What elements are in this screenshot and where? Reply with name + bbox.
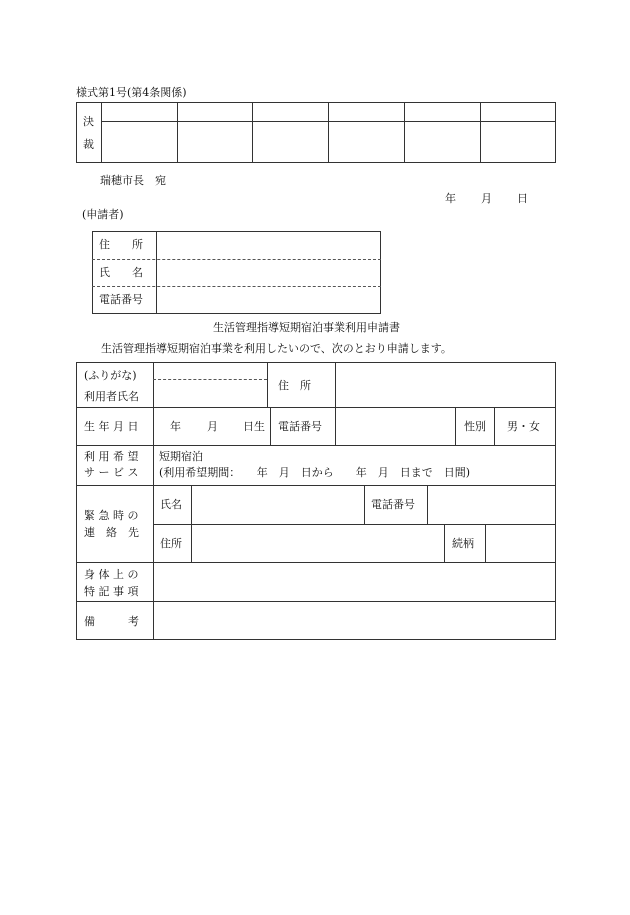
user-address-field[interactable]: [337, 364, 554, 405]
applicant-heading: (申請者): [82, 208, 124, 221]
physical-notes-field[interactable]: [155, 564, 554, 599]
physical-label-2: 特 記 事 項: [84, 585, 139, 598]
emergency-label-1: 緊 急 時 の: [84, 509, 139, 522]
emergency-name-label: 氏名: [160, 498, 182, 511]
physical-label-1: 身 体 上 の: [84, 568, 139, 581]
form-number: 様式第1号(第4条関係): [76, 86, 187, 99]
intro-text: 生活管理指導短期宿泊事業を利用したいので、次のとおり申請します。: [101, 342, 452, 355]
applicant-name-label: 氏 名: [99, 266, 143, 279]
form-title: 生活管理指導短期宿泊事業利用申請書: [213, 321, 400, 334]
service-label-1: 利 用 希 望: [84, 450, 139, 463]
service-line-1: 短期宿泊: [159, 450, 203, 463]
user-phone-field[interactable]: [337, 409, 453, 443]
date-month: 月: [481, 192, 492, 205]
addressee: 瑞穂市長 宛: [100, 174, 166, 187]
approval-label-bottom: 裁: [83, 138, 94, 151]
user-phone-label: 電話番号: [278, 420, 322, 433]
birth-label: 生 年 月 日: [84, 420, 139, 433]
remarks-field[interactable]: [155, 603, 554, 638]
emergency-label-2: 連 絡 先: [84, 526, 139, 539]
emergency-phone-field[interactable]: [429, 487, 554, 522]
emergency-address-label: 住所: [160, 537, 182, 550]
emergency-phone-label: 電話番号: [371, 498, 415, 511]
applicant-address-label: 住 所: [99, 238, 143, 251]
approval-label-top: 決: [83, 115, 94, 128]
applicant-address-field[interactable]: [158, 233, 378, 258]
user-address-label: 住 所: [278, 379, 311, 392]
service-line-2: (利用希望期間： 年 月 日から 年 月 日まで 日間): [159, 466, 471, 479]
furigana-label: (ふりがな): [84, 369, 137, 382]
birth-day: 日生: [243, 420, 265, 433]
applicant-phone-field[interactable]: [158, 288, 378, 312]
furigana-field[interactable]: [155, 364, 265, 378]
user-name-label: 利用者氏名: [84, 390, 139, 403]
date-day: 日: [517, 192, 528, 205]
gender-value: 男・女: [507, 420, 540, 433]
emergency-address-field[interactable]: [193, 526, 442, 560]
user-name-field[interactable]: [155, 381, 265, 405]
emergency-name-field[interactable]: [193, 487, 362, 522]
remarks-label: 備 考: [84, 615, 139, 628]
relation-label: 続柄: [452, 537, 474, 550]
applicant-name-field[interactable]: [158, 261, 378, 285]
applicant-phone-label: 電話番号: [99, 293, 143, 306]
relation-field[interactable]: [487, 526, 554, 560]
birth-year: 年: [170, 420, 181, 433]
service-label-2: サ ー ビ ス: [84, 466, 139, 479]
date-year: 年: [445, 192, 456, 205]
gender-label: 性別: [464, 420, 486, 433]
birth-month: 月: [207, 420, 218, 433]
